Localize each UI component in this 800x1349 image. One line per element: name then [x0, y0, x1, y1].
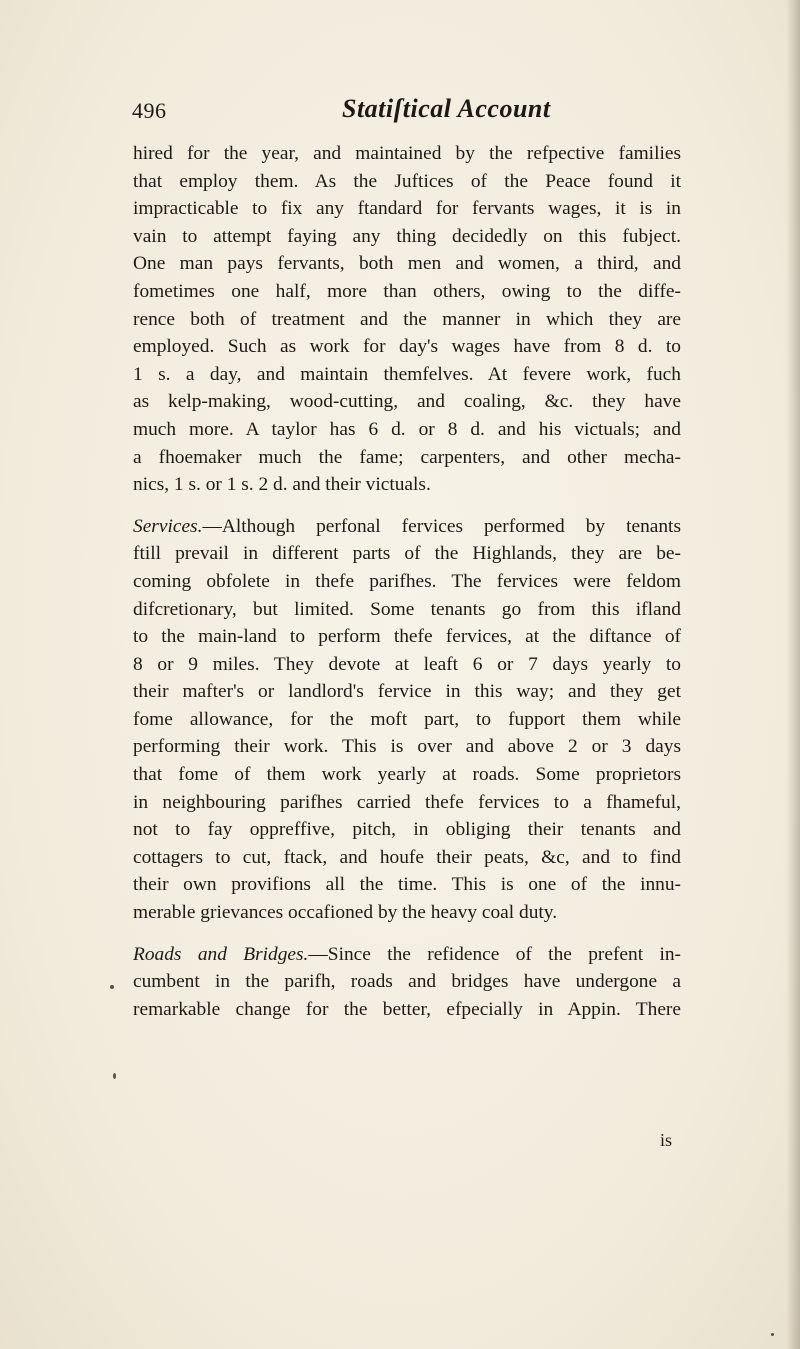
running-title: Statiſtical Account: [342, 94, 551, 123]
text-line: employed. Such as work for day's wages have from 8 d. to: [133, 336, 681, 358]
paper-speck: [113, 1073, 116, 1079]
text-line: cumbent in the parifh, roads and bridges have undergone a: [133, 971, 681, 993]
catchword: is: [660, 1130, 673, 1150]
paragraph-servants-wages: [133, 140, 681, 499]
paragraph-roads-and-bridges: [133, 941, 681, 1024]
text-line: rence both of treatment and the manner in which they are: [133, 308, 681, 330]
text-line: impracticable to fix any ftandard for fervants wages, it is in: [133, 198, 681, 220]
text-line: hired for the year, and maintained by the refpective families: [133, 143, 681, 164]
text-line: fome allowance, for the moft part, to fupport them while: [133, 708, 681, 730]
text-line: much more. A taylor has 6 d. or 8 d. and his victuals; and: [133, 418, 681, 440]
text-line: merable grievances occafioned by the heavy coal duty.: [133, 902, 558, 924]
text-line: in neighbouring parifhes carried thefe fervices to a fhameful,: [133, 791, 681, 813]
text-line: coming obfolete in thefe parifhes. The fervices were feldom: [133, 570, 681, 592]
page-header: [120, 92, 680, 132]
text-line: nics, 1 s. or 1 s. 2 d. and their victuals.: [133, 474, 431, 496]
text-line: difcretionary, but limited. Some tenants go from this ifland: [133, 598, 681, 620]
text-line: that fome of them work yearly at roads. Some proprietors: [133, 764, 681, 786]
text-line: performing their work. This is over and above 2 or 3 days: [133, 736, 681, 758]
text-line: a fhoemaker much the fame; carpenters, and other mecha-: [133, 446, 681, 468]
text-line-rest: —Although perfonal fervices performed by tenants: [202, 515, 681, 537]
page-number: 496: [132, 98, 167, 123]
text-line: remarkable change for the better, efpecially in Appin. There: [133, 998, 681, 1020]
paper-speck: [771, 1333, 774, 1336]
text-line: One man pays fervants, both men and women, a third, and: [133, 253, 681, 275]
text-line: [133, 941, 681, 969]
text-line: 8 or 9 miles. They devote at leaft 6 or 7 days yearly to: [133, 653, 681, 675]
paragraph-services: [133, 513, 681, 927]
text-line: fometimes one half, more than others, owing to the diffe-: [133, 280, 681, 302]
text-line: cottagers to cut, ftack, and houfe their peats, &c, and to find: [133, 846, 681, 868]
page-edge-shadow: [786, 0, 800, 1349]
text-line: [133, 513, 681, 541]
text-line: their own provifions all the time. This is one of the innu-: [133, 874, 681, 896]
section-heading-roads-and-bridges: Roads and Bridges.: [133, 943, 309, 965]
text-line: to the main-land to perform thefe fervices, at the diftance of: [133, 626, 681, 648]
text-line: ftill prevail in different parts of the Highlands, they are be-: [133, 543, 681, 565]
text-line: vain to attempt faying any thing decidedly on this fubject.: [133, 225, 681, 247]
text-line: not to fay oppreffive, pitch, in obliging their tenants and: [133, 819, 681, 841]
text-line: their mafter's or landlord's fervice in this way; and they get: [133, 681, 681, 703]
section-heading-services: Services.: [133, 515, 203, 537]
body-text: [133, 140, 681, 1023]
text-line: 1 s. a day, and maintain themfelves. At fevere work, fuch: [133, 363, 681, 385]
paper-speck: [110, 985, 114, 989]
text-line: as kelp-making, wood-cutting, and coaling, &c. they have: [133, 391, 681, 413]
text-line: that employ them. As the Juftices of the Peace found it: [133, 170, 681, 192]
text-line-rest: —Since the refidence of the prefent in-: [308, 943, 681, 965]
